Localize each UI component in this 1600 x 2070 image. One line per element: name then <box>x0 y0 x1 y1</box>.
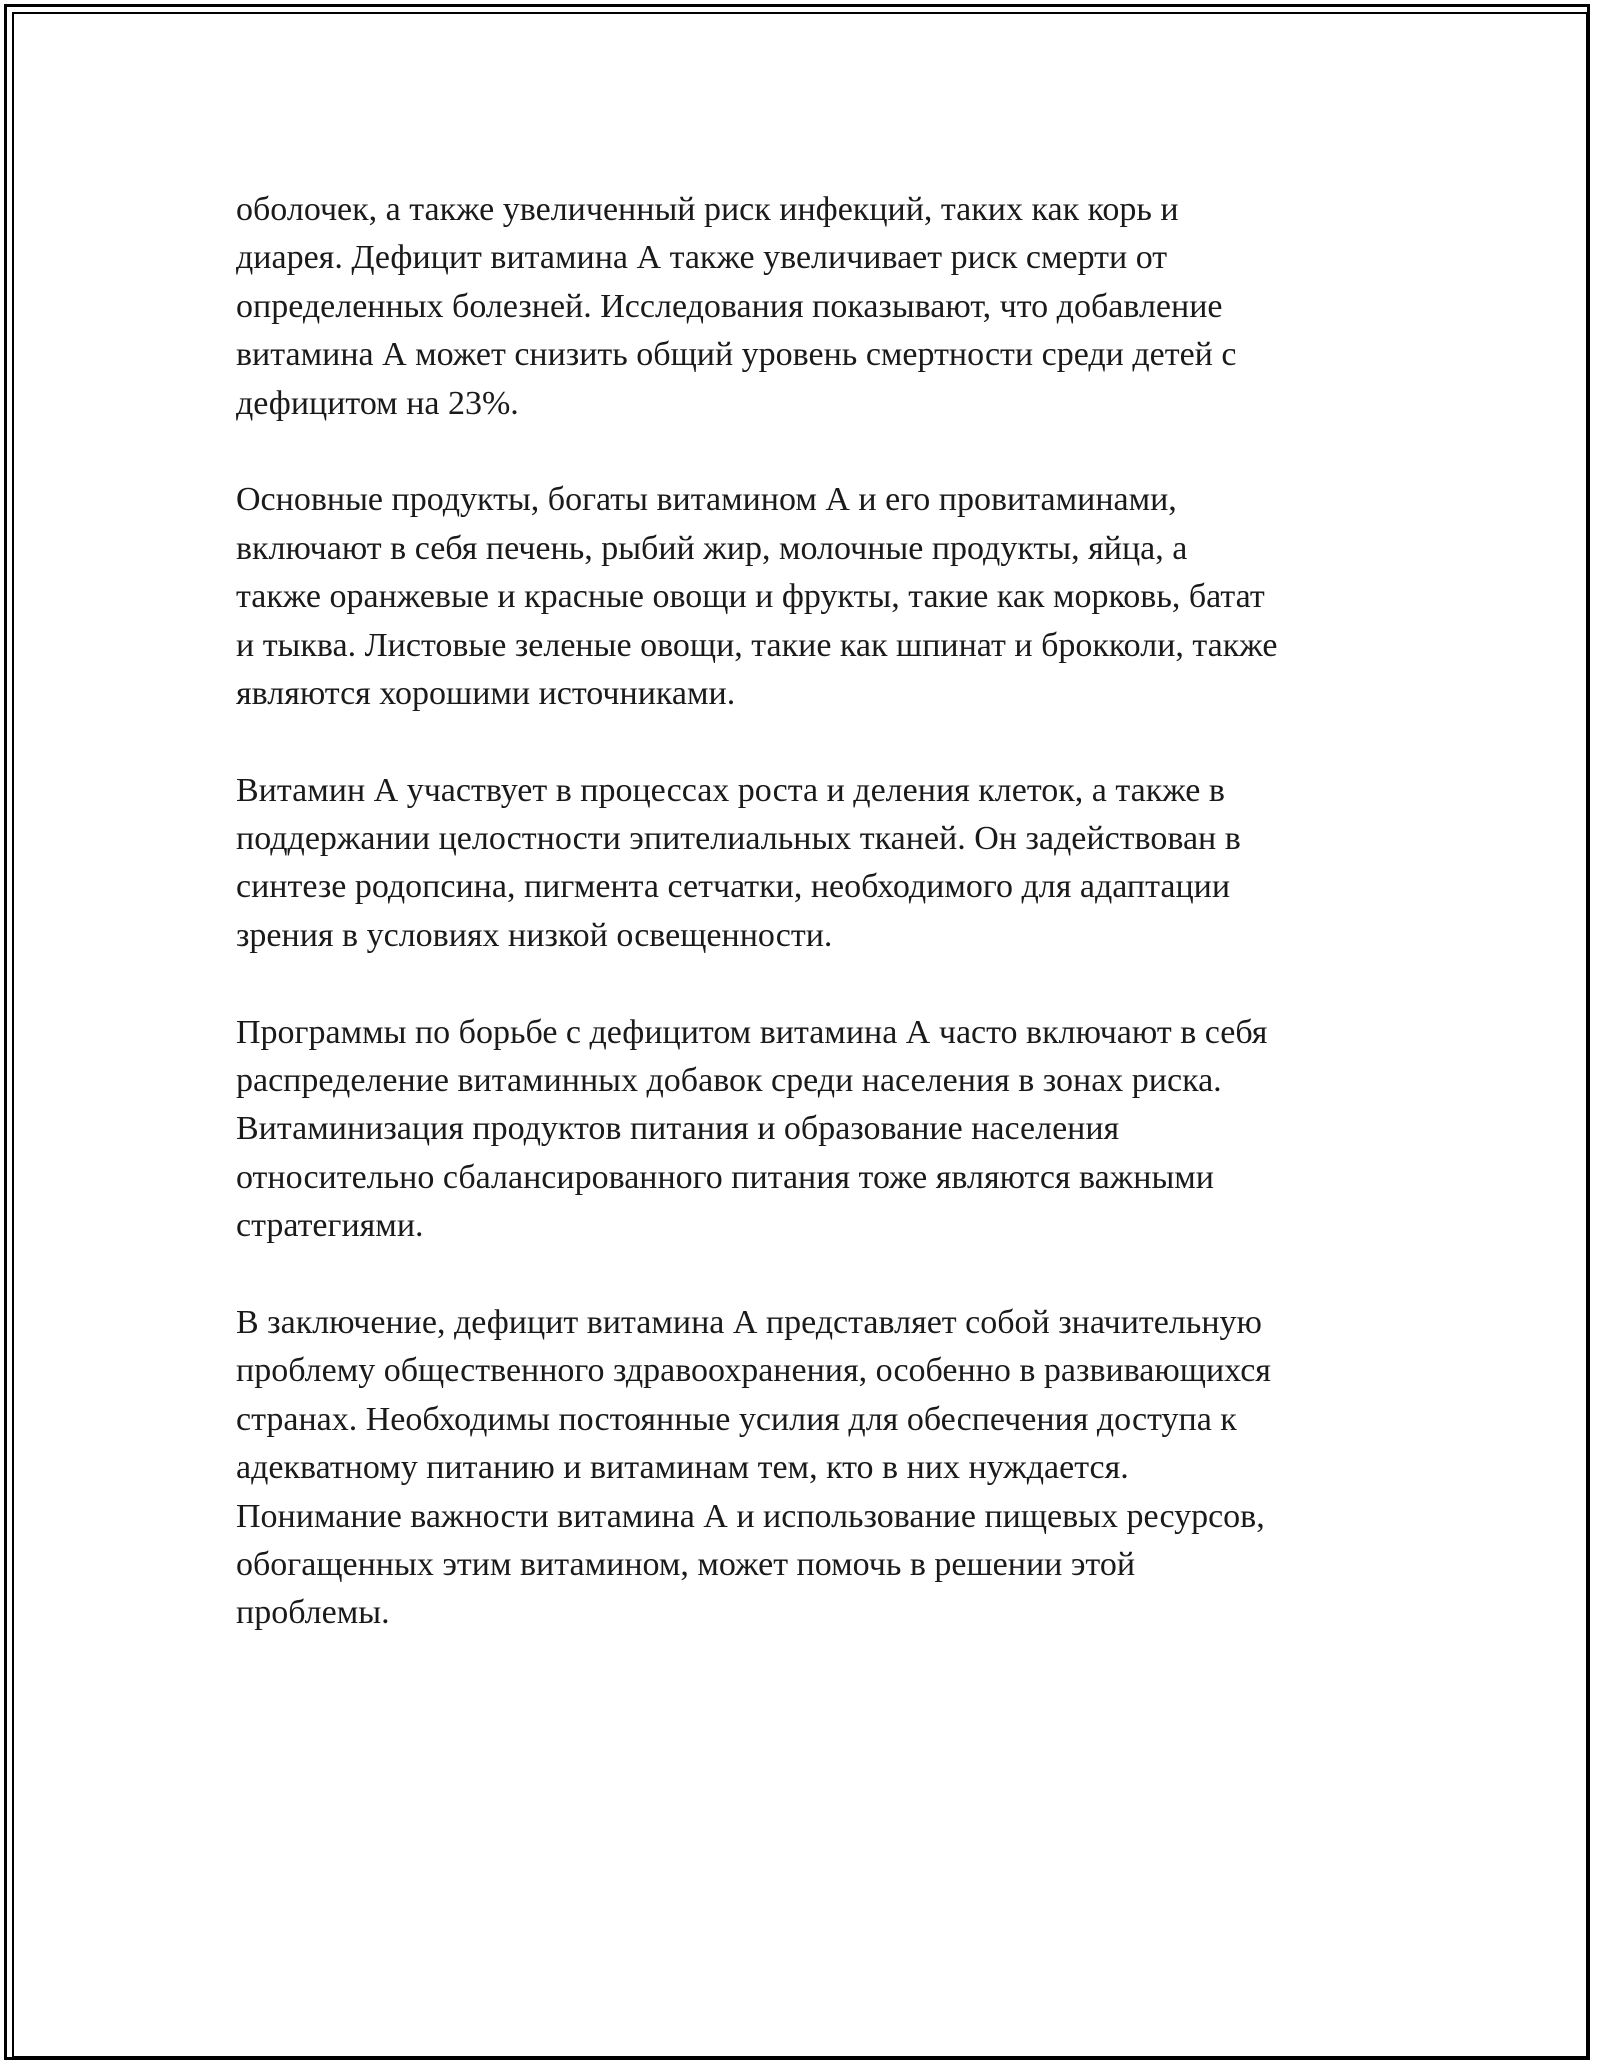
paragraph-biological-role <box>236 767 1386 961</box>
text-line: определенных болезней. Исследования показывают, что добавление <box>236 287 1223 325</box>
text-line: Понимание важности витамина А и использование пищевых ресурсов, <box>236 1497 1265 1535</box>
text-line: Программы по борьбе с дефицитом витамина А часто включают в себя <box>236 1013 1268 1051</box>
text-line: и тыква. Листовые зеленые овощи, такие как шпинат и брокколи, также <box>236 626 1278 664</box>
text-line: оболочек, а также увеличенный риск инфекций, таких как корь и <box>236 191 1179 228</box>
text-line: относительно сбалансированного питания тоже являются важными <box>236 1158 1214 1196</box>
text-line: диарея. Дефицит витамина А также увеличивает риск смерти от <box>236 239 1168 277</box>
paragraph-programs <box>236 1009 1386 1251</box>
paragraph-conclusion <box>236 1299 1386 1638</box>
text-line: поддержании целостности эпителиальных тканей. Он задействован в <box>236 820 1241 858</box>
text-line: Витаминизация продуктов питания и образование населения <box>236 1110 1120 1148</box>
text-line: витамина А может снизить общий уровень смертности среди детей с <box>236 336 1237 374</box>
text-line: Витамин А участвует в процессах роста и деления клеток, а также в <box>236 771 1225 809</box>
text-line: распределение витаминных добавок среди населения в зонах риска. <box>236 1062 1222 1100</box>
document-body <box>236 186 1386 1686</box>
text-line: проблему общественного здравоохранения, особенно в развивающихся <box>236 1352 1271 1390</box>
text-line: стратегиями. <box>236 1207 424 1245</box>
text-line: проблемы. <box>236 1594 390 1632</box>
text-line: адекватному питанию и витаминам тем, кто в них нуждается. <box>236 1449 1129 1487</box>
text-line: дефицитом на 23%. <box>236 384 519 422</box>
text-line: включают в себя печень, рыбий жир, молочные продукты, яйца, а <box>236 529 1188 567</box>
text-line: обогащенных этим витамином, может помочь в решении этой <box>236 1545 1136 1583</box>
text-line: зрения в условиях низкой освещенности. <box>236 916 833 954</box>
text-line: В заключение, дефицит витамина А представляет собой значительную <box>236 1303 1262 1341</box>
text-line: синтезе родопсина, пигмента сетчатки, необходимого для адаптации <box>236 868 1231 906</box>
text-line: Основные продукты, богаты витамином А и его провитаминами, <box>236 481 1177 519</box>
paragraph-deficiency-risks <box>236 186 1386 428</box>
paragraph-food-sources <box>236 476 1386 718</box>
text-line: являются хорошими источниками. <box>236 674 736 712</box>
text-line: странах. Необходимы постоянные усилия для обеспечения доступа к <box>236 1400 1237 1438</box>
text-line: также оранжевые и красные овощи и фрукты, такие как морковь, батат <box>236 578 1265 616</box>
